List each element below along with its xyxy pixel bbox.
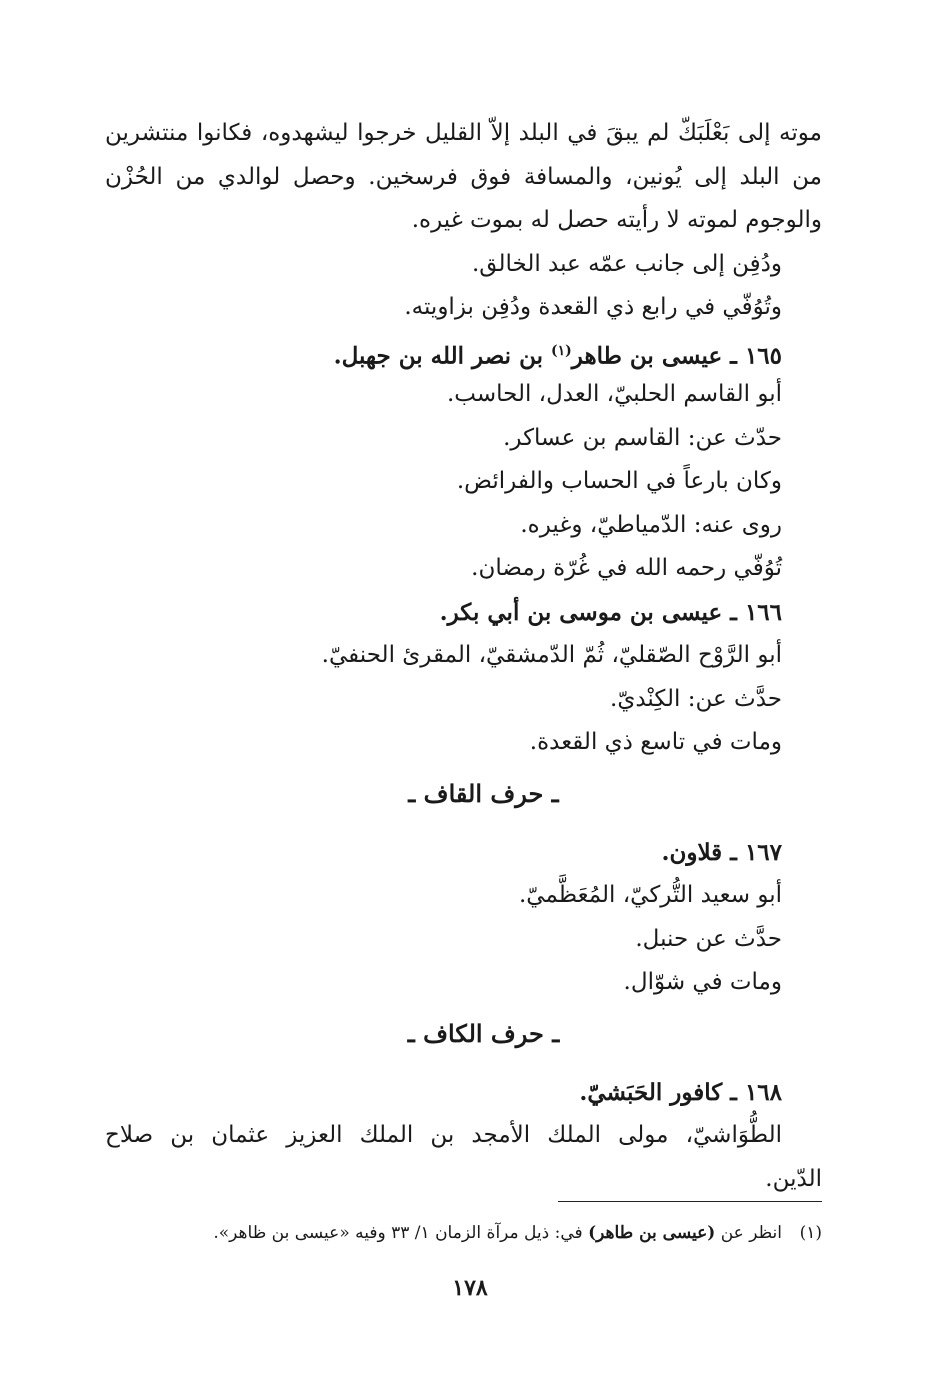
main-text	[105, 112, 822, 1201]
footnote-ref: (١)	[550, 342, 572, 359]
footnote-text-bold: (عيسى بن طاهر)	[588, 1223, 716, 1243]
entry-168-line-1: الطُّوَاشيّ، مولى الملك الأمجد بن الملك العزيز عثمان بن صلاح	[105, 1122, 782, 1148]
entry-165-line-5: تُوُفّي رحمه الله في غُرّة رمضان.	[471, 555, 782, 581]
entry-165-line-2: حدّث عن: القاسم بن عساكر.	[503, 424, 782, 451]
entry-165-line-4: روى عنه: الدّمياطيّ، وغيره.	[520, 511, 782, 538]
entry-166-heading: ١٦٦ ـ عيسى بن موسى بن أبي بكر.	[439, 598, 782, 626]
entry-168-line-2: الدّين.	[765, 1165, 822, 1192]
death-line: وتُوُفّي في رابع ذي القعدة ودُفِن بزاويته.	[404, 294, 782, 320]
paragraph-line-3: والوجوم لموته لا رأيته حصل له بموت غيره.	[411, 207, 822, 233]
entry-166-line-2: حدَّث عن: الكِنْديّ.	[610, 685, 782, 712]
entry-165-heading-post: بن نصر الله بن جهبل.	[333, 342, 551, 370]
entry-166-line-1: أبو الرَّوْح الصّقليّ، ثُمّ الدّمشقيّ، المقرئ الحنفيّ.	[321, 642, 782, 668]
entry-165-heading-pre: ١٦٥ ـ عيسى بن طاهر	[571, 342, 782, 370]
footnote-separator	[558, 1201, 822, 1202]
entry-167-line-1: أبو سعيد التُّركيّ، المُعَظَّميّ.	[519, 882, 782, 908]
footnote-text-pre: انظر عن	[715, 1223, 782, 1243]
footnote	[100, 1220, 822, 1246]
section-heading-qaf: ـ حرف القاف ـ	[408, 778, 559, 808]
entry-167-line-3: ومات في شوّال.	[623, 969, 782, 995]
entry-165-line-3: وكان بارعاً في الحساب والفرائض.	[456, 468, 782, 494]
paragraph-line-2: من البلد إلى يُونين، والمسافة فوق فرسخين. وحصل لوالدي من الحُزْن	[105, 163, 822, 190]
entry-168-heading: ١٦٨ ـ كافور الحَبَشيّ.	[579, 1078, 782, 1106]
entry-166-line-3: ومات في تاسع ذي القعدة.	[529, 729, 782, 755]
section-heading-kaf: ـ حرف الكاف ـ	[407, 1018, 560, 1048]
entry-165-heading	[105, 330, 822, 374]
page-number: ١٧٨	[452, 1275, 488, 1301]
entry-167-heading: ١٦٧ ـ قلاون.	[661, 838, 782, 866]
entry-167-line-2: حدَّث عن حنبل.	[635, 925, 782, 952]
footnote-text-post: في: ذيل مرآة الزمان ١/ ٣٣ وفيه «عيسى بن ظاهر».	[213, 1223, 589, 1243]
footnote-number: (١)	[799, 1223, 822, 1243]
entry-165-line-1: أبو القاسم الحلبيّ، العدل، الحاسب.	[446, 381, 782, 407]
paragraph-line-1: موته إلى بَعْلَبَكّ لم يبقَ في البلد إلاّ القليل خرجوا ليشهدوه، فكانوا منتشرين	[105, 120, 822, 146]
burial-line: ودُفِن إلى جانب عمّه عبد الخالق.	[471, 250, 782, 277]
